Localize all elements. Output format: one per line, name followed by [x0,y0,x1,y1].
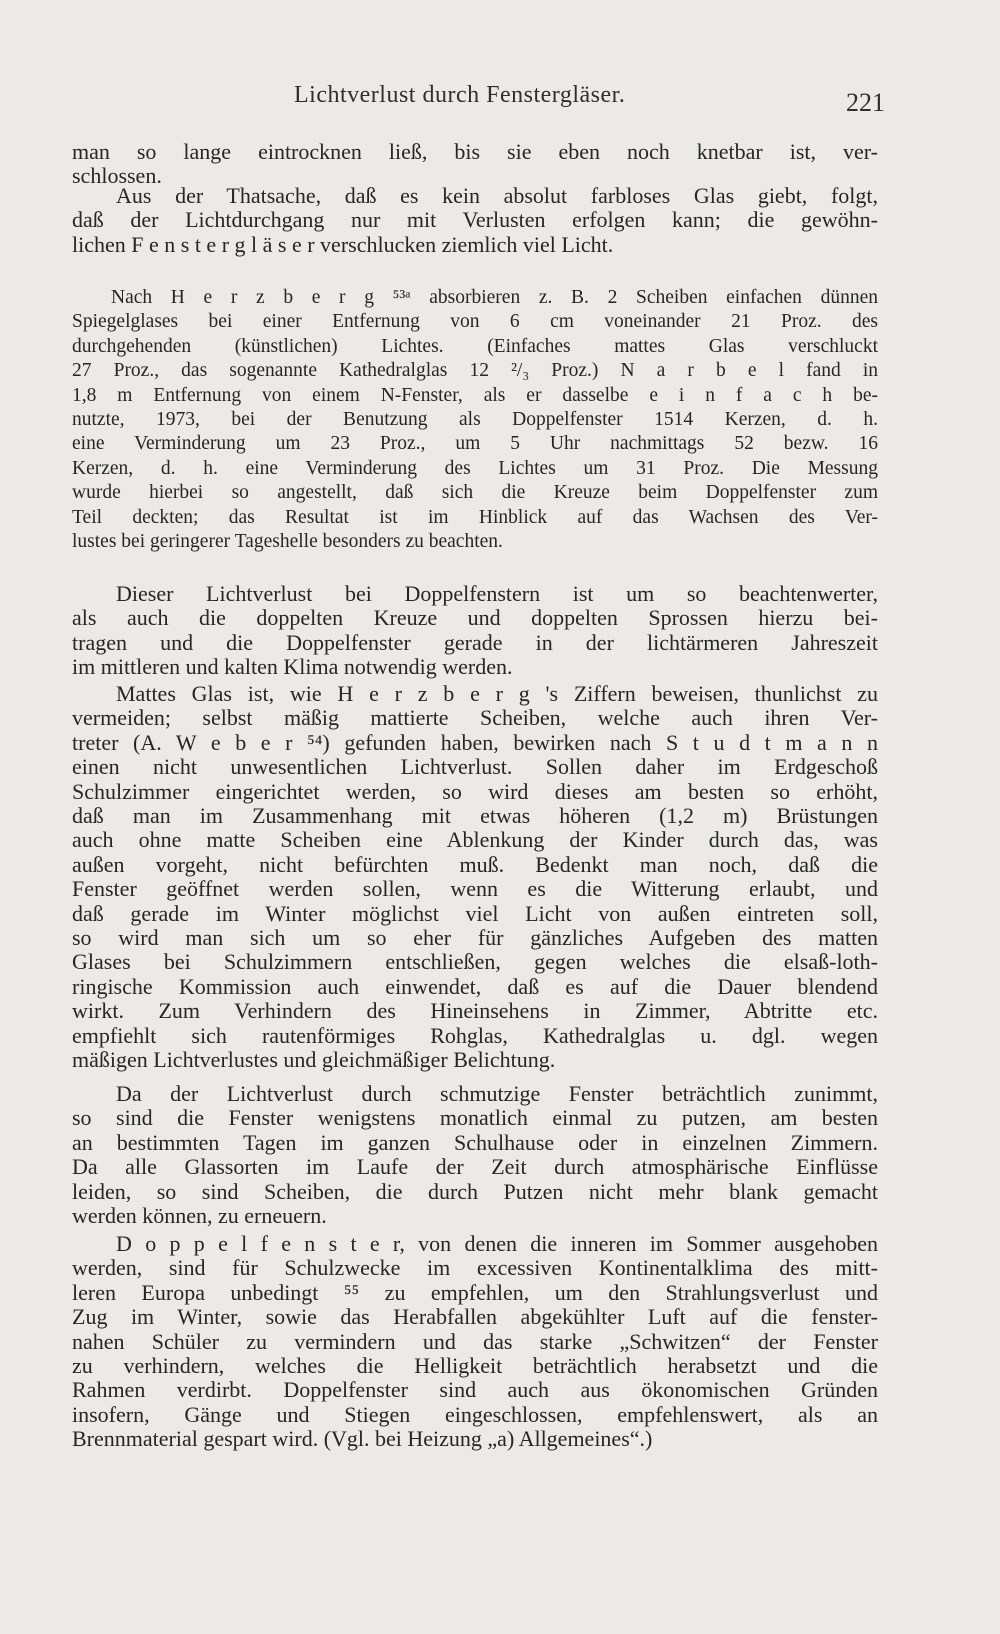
text-line: so sind die Fenster wenigstens monatlich einmal zu putzen, am besten [72,1105,878,1131]
text-line: Dieser Lichtverlust bei Doppelfenstern ist um so beachtenwerter, [72,581,878,606]
text-line: tragen und die Doppelfenster gerade in der lichtärmeren Jahreszeit [72,629,878,655]
text-line: Brennmaterial gespart wird. (Vgl. bei Heizung „a) Allgemeines“.) [72,1426,653,1452]
text-line: so wird man sich um so eher für gänzliches Aufgeben des matten [72,925,878,951]
text-line: Schulzimmer eingerichtet werden, so wird dieses am besten so erhöht, [72,778,878,804]
paragraph [72,1232,878,1452]
text-line: Aus der Thatsache, daß es kein absolut farbloses Glas giebt, folgt, [72,183,878,208]
text-line: außen vorgeht, nicht befürchten muß. Bedenkt man noch, daß die [72,851,878,877]
text-line: einen nicht unwesentlichen Lichtverlust. Sollen daher im Erdgeschoß [72,754,878,780]
text-line: werden, sind für Schulzwecke im excessiven Kontinentalklima des mitt- [72,1255,878,1281]
text-line: als auch die doppelten Kreuze und doppelten Sprossen hierzu bei- [72,605,878,631]
paragraph [72,286,878,554]
text-line: nutzte, 1973, bei der Benutzung als Doppelfenster 1514 Kerzen, d. h. [72,409,878,431]
page-header [0,82,1000,122]
text-line: lustes bei geringerer Tageshelle besonders zu beachten. [72,531,503,553]
text-line: leiden, so sind Scheiben, die durch Putzen nicht mehr blank gemacht [72,1178,878,1204]
text-line: lichen F e n s t e r g l ä s e r verschlucken ziemlich viel Licht. [72,231,614,257]
text-line: Kerzen, d. h. eine Verminderung des Lichtes um 31 Proz. Die Messung [72,457,878,479]
paragraph [72,582,878,680]
text-line: auch ohne matte Scheiben eine Ablenkung der Kinder durch das, was [72,827,878,853]
paragraph [72,682,878,1073]
text-line: Spiegelglases bei einer Entfernung von 6 cm voneinander 21 Proz. des [72,311,878,333]
page-number: 221 [846,88,885,117]
paragraph [72,1082,878,1228]
text-line: man so lange eintrocknen ließ, bis sie eben noch knetbar ist, ver- [72,139,878,164]
text-line: im mittleren und kalten Klima notwendig werden. [72,654,513,680]
text-line: an bestimmten Tagen im ganzen Schulhause oder in einzelnen Zimmern. [72,1129,878,1155]
text-line: Glases bei Schulzimmern entschließen, gegen welches die elsaß-loth- [72,949,878,975]
text-line: nahen Schüler zu vermindern und das starke „Schwitzen“ der Fenster [72,1328,878,1354]
text-line: daß man im Zusammenhang mit etwas höheren (1,2 m) Brüstungen [72,803,878,829]
text-line: eine Verminderung um 23 Proz., um 5 Uhr nachmittags 52 bezw. 16 [72,433,878,455]
text-line: schlossen. [72,163,162,189]
text-line: daß der Lichtdurchgang nur mit Verlusten erfolgen kann; die gewöhn- [72,207,878,233]
text-line: ringische Kommission auch einwendet, daß es auf die Dauer blendend [72,973,878,999]
text-line: leren Europa unbedingt ⁵⁵ zu empfehlen, um den Strahlungsverlust und [72,1279,878,1305]
text-line: daß gerade im Winter möglichst viel Licht von außen eintreten soll, [72,900,878,926]
text-line: vermeiden; selbst mäßig mattierte Scheiben, welche auch ihren Ver- [72,705,878,731]
text-line: durchgehenden (künstlichen) Lichtes. (Einfaches mattes Glas verschluckt [72,335,878,357]
text-line: 1,8 m Entfernung von einem N-Fenster, als er dasselbe e i n f a c h be- [72,384,878,406]
text-line: wurde hierbei so angestellt, daß sich die Kreuze beim Doppelfenster zum [72,482,878,504]
paragraph [72,184,878,257]
text-line: Nach H e r z b e r g ⁵³ᵃ absorbieren z. B. 2 Scheiben einfachen dünnen [72,287,878,308]
text-line: Teil deckten; das Resultat ist im Hinblick auf das Wachsen des Ver- [72,506,878,528]
text-line: treter (A. W e b e r ⁵⁴) gefunden haben, bewirken nach S t u d t m a n n [72,729,878,755]
text-line: wirkt. Zum Verhindern des Hineinsehens in Zimmer, Abtritte etc. [72,998,878,1024]
text-line: Da alle Glassorten im Laufe der Zeit durch atmosphärische Einflüsse [72,1154,878,1180]
text-line: insofern, Gänge und Stiegen eingeschlossen, empfehlenswert, als an [72,1401,878,1427]
text-line: Da der Lichtverlust durch schmutzige Fenster beträchtlich zunimmt, [72,1081,878,1106]
text-line: Mattes Glas ist, wie H e r z b e r g 's Ziffern beweisen, thunlichst zu [72,681,878,706]
text-line: Fenster geöffnet werden sollen, wenn es die Witterung erlaubt, und [72,876,878,902]
running-title: Lichtverlust durch Fenstergläser. [294,82,626,108]
paragraph [72,140,878,189]
text-line: mäßigen Lichtverlustes und gleichmäßiger Belichtung. [72,1047,556,1073]
text-line: zu verhindern, welches die Helligkeit beträchtlich herabsetzt und die [72,1353,878,1379]
text-line: Zug im Winter, sowie das Herabfallen abgekühlter Luft auf die fenster- [72,1304,878,1330]
text-line: werden können, zu erneuern. [72,1203,327,1229]
text-line: D o p p e l f e n s t e r, von denen die inneren im Sommer ausgehoben [72,1231,878,1256]
text-line: empfiehlt sich rautenförmiges Rohglas, Kathedralglas u. dgl. wegen [72,1022,878,1048]
text-line: Rahmen verdirbt. Doppelfenster sind auch aus ökonomischen Gründen [72,1377,878,1403]
text-line: 27 Proz., das sogenannte Kathedralglas 12 ²/₃ Proz.) N a r b e l fand in [72,360,878,382]
